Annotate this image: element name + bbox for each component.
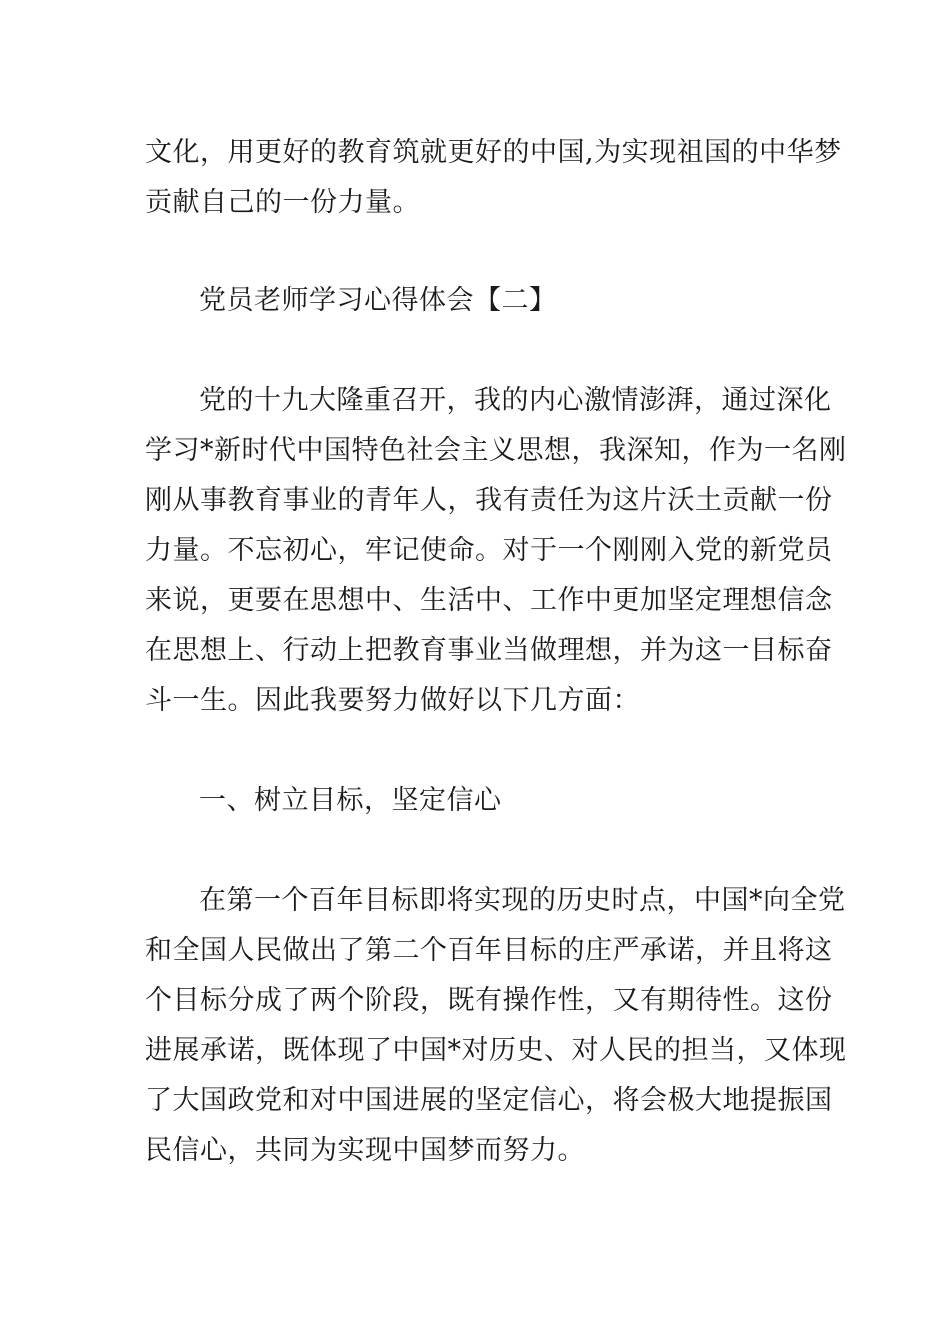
text-line: 在思想上、行动上把教育事业当做理想，并为这一目标奋 (145, 635, 833, 666)
text-line: 了大国政党和对中国进展的坚定信心，将会极大地提振国 (145, 1085, 833, 1116)
text-line: 来说，更要在思想中、生活中、工作中更加坚定理想信念 (145, 585, 833, 616)
paragraph-continued (145, 128, 842, 228)
text-line: 民信心，共同为实现中国梦而努力。 (145, 1135, 585, 1166)
section-title: 党员老师学习心得体会【二】 (199, 285, 557, 316)
text-line: 进展承诺，既体现了中国*对历史、对人民的担当，又体现 (145, 1035, 847, 1066)
text-line: 和全国人民做出了第二个百年目标的庄严承诺，并且将这 (145, 935, 833, 966)
text-line: 文化，用更好的教育筑就更好的中国,为实现祖国的中华梦 (145, 137, 842, 168)
subheading: 一、树立目标，坚定信心 (199, 785, 502, 816)
text-line: 党的十九大隆重召开，我的内心激情澎湃，通过深化 (199, 385, 832, 416)
paragraph-goal (145, 876, 847, 1176)
document-page (145, 128, 847, 1176)
text-line: 力量。不忘初心，牢记使命。对于一个刚刚入党的新党员 (145, 535, 833, 566)
text-line: 斗一生。因此我要努力做好以下几方面： (145, 685, 640, 716)
text-line: 在第一个百年目标即将实现的历史时点，中国*向全党 (199, 885, 846, 916)
text-line: 贡献自己的一份力量。 (145, 187, 420, 218)
text-line: 个目标分成了两个阶段，既有操作性，又有期待性。这份 (145, 985, 833, 1016)
text-line: 学习*新时代中国特色社会主义思想，我深知，作为一名刚 (145, 435, 847, 466)
text-line: 刚从事教育事业的青年人，我有责任为这片沃土贡献一份 (145, 485, 833, 516)
paragraph-intro (145, 376, 847, 726)
